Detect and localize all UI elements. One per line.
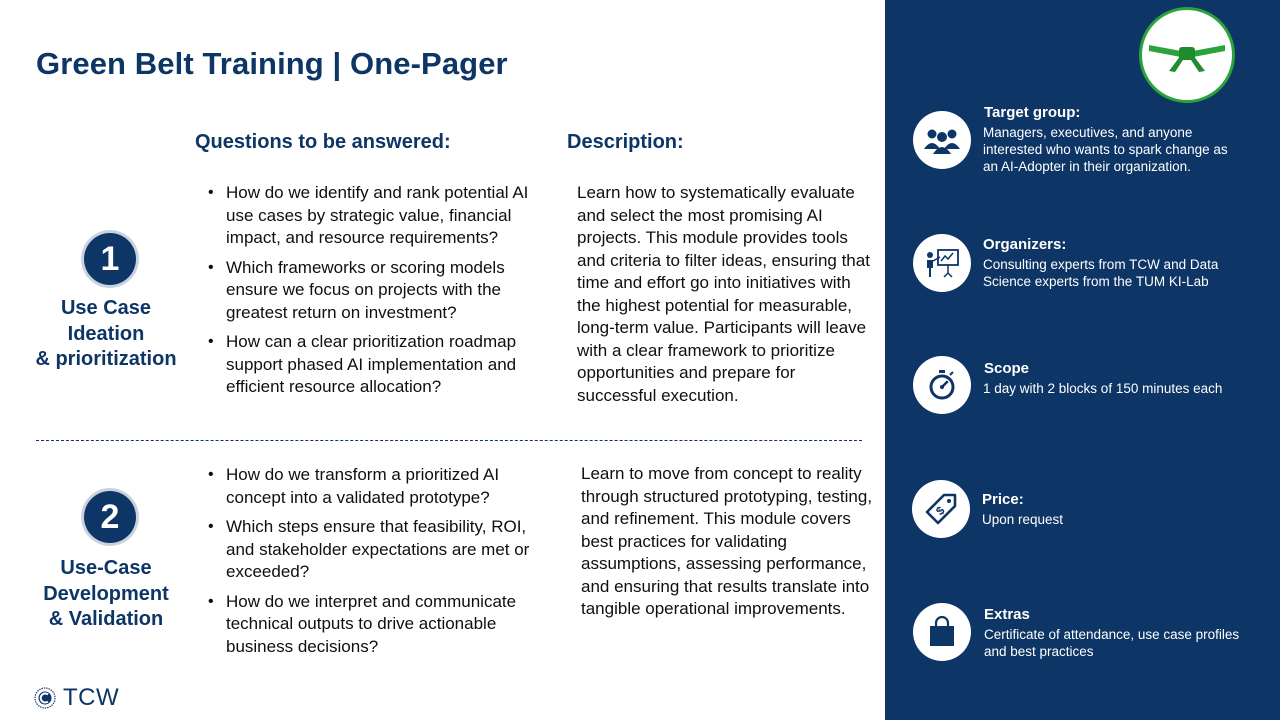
svg-text:$: $ (932, 503, 948, 519)
sidebar-heading: Scope (984, 360, 1030, 377)
sidebar-text: 1 day with 2 blocks of 150 minutes each (983, 381, 1223, 396)
module-2-question: • Which steps ensure that feasibility, ROI, and stakeholder expectations are met or exceeded? (206, 516, 551, 584)
module-2-number-badge: 2 (84, 491, 136, 543)
module-1-label-line-3: & prioritization (35, 348, 177, 370)
module-2-questions-list (206, 464, 551, 665)
page-title: Green Belt Training | One-Pager (36, 46, 508, 81)
module-1-label-line-2: Ideation (67, 322, 145, 345)
module-2-description: Learn to move from concept to reality through structured prototyping, testing, and refinement. This module covers best practices for validating assumptions, assessing performance, and ensuring that results translate into tangible operational improvements. (581, 464, 873, 618)
shopping-bag-icon (913, 603, 971, 661)
module-1-question: • How do we identify and rank potential AI use cases by strategic value, financial impact, and resource requirements? (206, 182, 551, 250)
module-1-number-badge: 1 (84, 233, 136, 285)
sidebar-text: Managers, executives, and anyone interested who wants to spark change as an AI-Adopter in their organization. (983, 125, 1228, 174)
module-2-label-line-2: Development (43, 582, 169, 605)
module-2-label-line-3: & Validation (48, 608, 164, 630)
module-divider (36, 440, 862, 441)
green-belt-badge (1139, 7, 1235, 103)
sidebar-heading: Target group: (984, 104, 1081, 121)
module-2-label (16, 556, 196, 633)
sidebar-text: Upon request (982, 512, 1064, 527)
tcw-logo-text: TCW (63, 684, 120, 711)
stopwatch-icon (913, 356, 971, 414)
module-1-question: • How can a clear prioritization roadmap support phased AI implementation and efficient resource allocation? (206, 331, 551, 399)
module-2-question: • How do we transform a prioritized AI concept into a validated prototype? (206, 464, 551, 509)
module-1-question: • Which frameworks or scoring models ensure we focus on projects with the greatest return on investment? (206, 257, 551, 325)
sidebar-heading: Price: (982, 491, 1024, 508)
price-tag-icon (912, 480, 970, 538)
sidebar-heading: Extras (984, 606, 1030, 623)
presenter-icon (913, 234, 971, 292)
description-heading: Description: (567, 131, 684, 153)
sidebar-text: Consulting experts from TCW and Data Science experts from the TUM KI-Lab (983, 257, 1219, 289)
green-belt-icon (1147, 35, 1227, 75)
questions-heading: Questions to be answered: (195, 131, 451, 153)
module-1-questions-list (206, 182, 551, 406)
module-1-label (16, 296, 196, 373)
sidebar-text: Certificate of attendance, use case profiles and best practices (984, 627, 1240, 659)
module-2-label-line-1: Use-Case (60, 557, 152, 579)
tcw-logo (34, 684, 119, 712)
module-2-question: • How do we interpret and communicate technical outputs to drive actionable business decisions? (206, 591, 551, 659)
tcw-logo-icon (34, 687, 56, 709)
module-1-description: Learn how to systematically evaluate and select the most promising AI projects. This module provides tools and criteria to filter ideas, ensuring that time and effort go into initiatives with the highest potential for measurable, long-term value. Participants will leave with a clear framework to prioritize opportunities and prepare for successful execution. (577, 183, 870, 405)
group-icon (913, 111, 971, 169)
module-1-label-line-1: Use Case (60, 297, 152, 319)
sidebar-heading: Organizers: (983, 236, 1067, 253)
